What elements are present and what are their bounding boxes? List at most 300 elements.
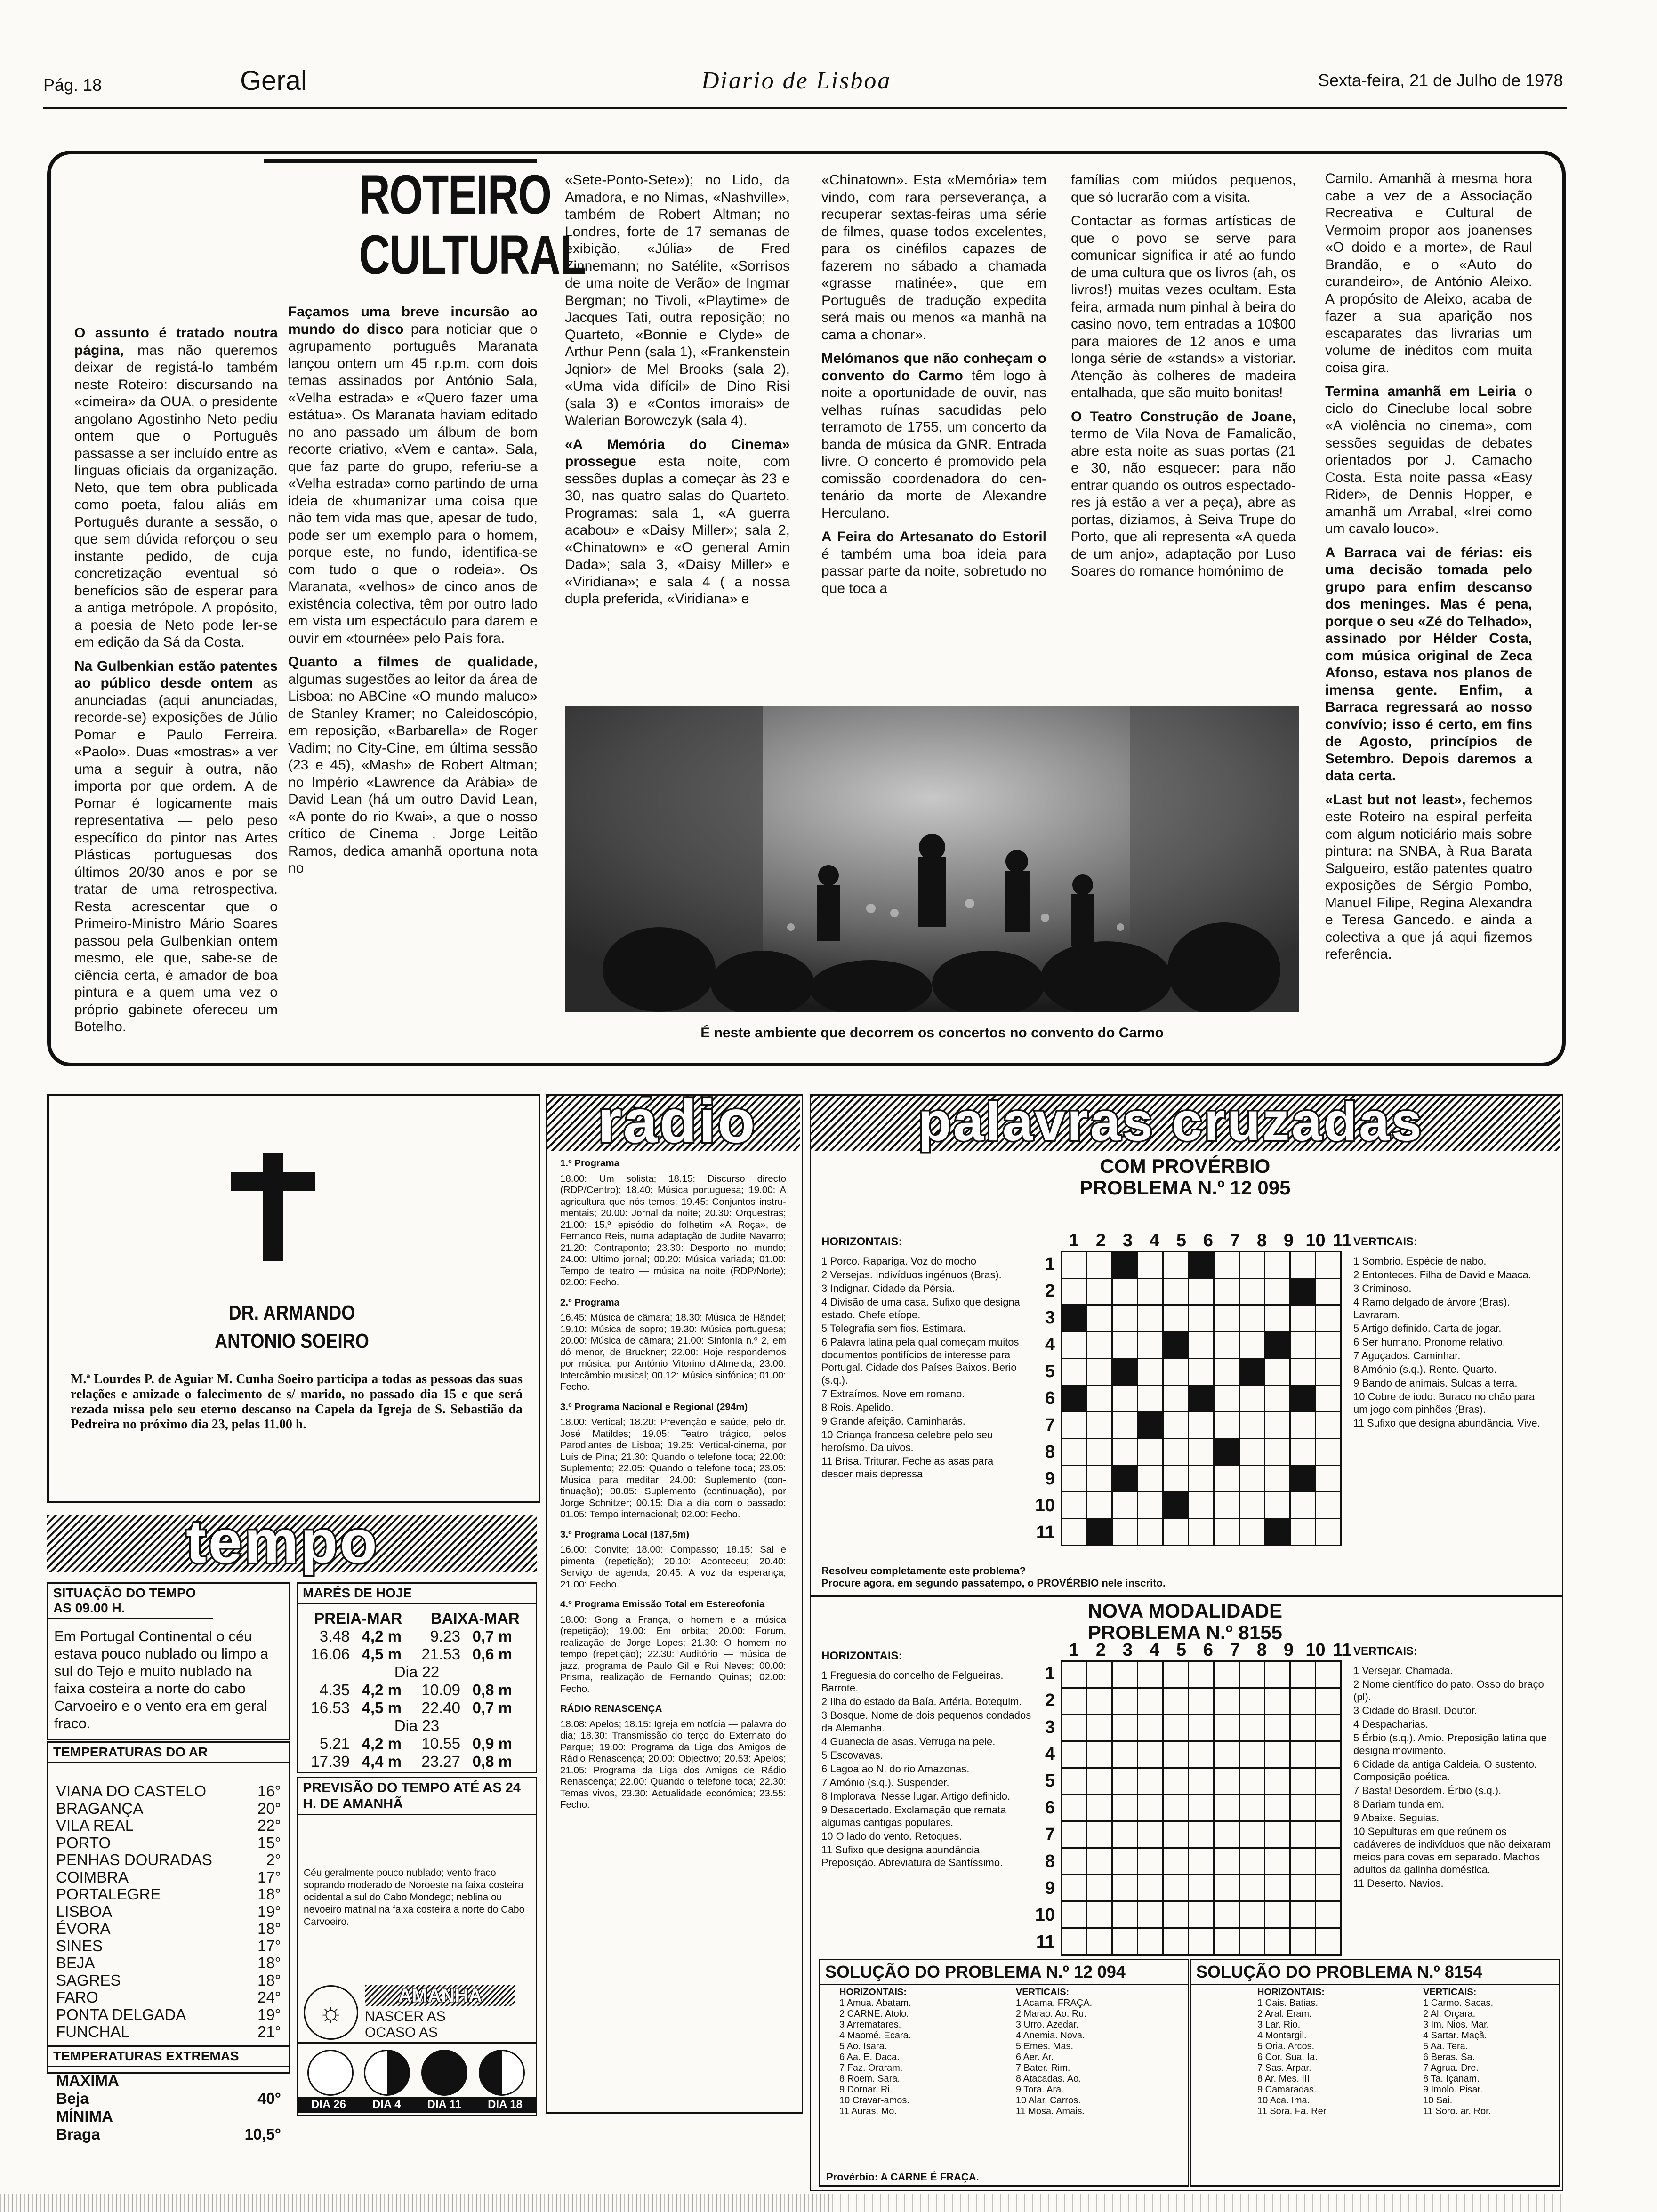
grid-cell[interactable]	[1239, 1465, 1265, 1492]
grid-cell[interactable]	[1316, 1661, 1341, 1688]
grid-cell[interactable]	[1239, 1928, 1265, 1955]
grid-cell[interactable]	[1138, 1385, 1163, 1412]
grid-cell[interactable]	[1316, 1278, 1341, 1305]
grid-cell[interactable]	[1087, 1715, 1112, 1741]
temperature-place: VILA REAL	[56, 1817, 134, 1834]
grid-column-number: 7	[1230, 1640, 1240, 1660]
grid-cell[interactable]	[1316, 1848, 1341, 1875]
grid-cell[interactable]	[1163, 1821, 1189, 1848]
grid-cell[interactable]	[1265, 1385, 1290, 1412]
problem-1-title	[810, 1155, 1560, 1199]
grid-cell[interactable]	[1062, 1358, 1087, 1385]
temperaturas-title: TEMPERATURAS DO AR	[48, 1743, 289, 1763]
grid-cell[interactable]	[1265, 1688, 1290, 1715]
grid-cell[interactable]	[1163, 1901, 1189, 1928]
mares-cell: 4,2 m	[362, 1735, 402, 1752]
grid-block-cell	[1189, 1385, 1214, 1412]
temperature-row	[56, 1955, 281, 1972]
temperature-value: 18°	[257, 1954, 281, 1972]
crossword-grid[interactable]	[1061, 1660, 1342, 1956]
grid-cell[interactable]	[1214, 1385, 1239, 1412]
grid-cell[interactable]	[1112, 1332, 1138, 1359]
grid-cell[interactable]	[1316, 1439, 1341, 1466]
grid-row-number: 3	[1045, 1308, 1055, 1328]
grid-cell[interactable]	[1265, 1278, 1290, 1305]
grid-cell[interactable]	[1214, 1688, 1239, 1715]
grid-cell[interactable]	[1087, 1848, 1112, 1875]
grid-cell[interactable]	[1062, 1715, 1087, 1741]
grid-cell[interactable]	[1189, 1875, 1214, 1901]
temperature-row	[56, 1938, 281, 1955]
grid-cell[interactable]	[1316, 1741, 1341, 1768]
grid-cell[interactable]	[1138, 1875, 1163, 1901]
grid-cell[interactable]	[1062, 1332, 1087, 1359]
grid-cell[interactable]	[1062, 1278, 1087, 1305]
grid-cell[interactable]	[1138, 1715, 1163, 1741]
grid-cell[interactable]	[1265, 1768, 1290, 1795]
grid-cell[interactable]	[1265, 1412, 1290, 1439]
grid-cell[interactable]	[1112, 1741, 1138, 1768]
grid-cell[interactable]	[1112, 1795, 1138, 1821]
grid-cell[interactable]	[1290, 1332, 1316, 1359]
grid-cell[interactable]	[1290, 1412, 1316, 1439]
solution-entry: 8 Ar. Mes. III.	[1257, 2074, 1312, 2084]
grid-cell[interactable]	[1239, 1901, 1265, 1928]
roteiro-column-4	[821, 172, 1046, 604]
grid-cell[interactable]	[1189, 1439, 1214, 1466]
grid-column-number: 1	[1069, 1640, 1079, 1660]
grid-cell[interactable]	[1214, 1661, 1239, 1688]
grid-cell[interactable]	[1087, 1439, 1112, 1466]
grid-cell[interactable]	[1112, 1492, 1138, 1519]
grid-cell[interactable]	[1265, 1492, 1290, 1519]
grid-cell[interactable]	[1290, 1492, 1316, 1519]
grid-cell[interactable]	[1163, 1768, 1189, 1795]
grid-cell[interactable]	[1163, 1412, 1189, 1439]
grid-cell[interactable]	[1316, 1928, 1341, 1955]
grid-cell[interactable]	[1189, 1412, 1214, 1439]
grid-cell[interactable]	[1214, 1715, 1239, 1741]
grid-cell[interactable]	[1214, 1821, 1239, 1848]
grid-cell[interactable]	[1189, 1305, 1214, 1332]
maxima-row	[56, 2090, 281, 2108]
grid-cell[interactable]	[1087, 1332, 1112, 1359]
grid-cell[interactable]	[1062, 1661, 1087, 1688]
grid-cell[interactable]	[1062, 1901, 1087, 1928]
solution-entry: 5 Emes. Mas.	[1015, 2041, 1074, 2052]
temperature-row	[56, 1800, 281, 1818]
clue: 2 Nome científico do pato. Osso do braço (pl).	[1353, 1678, 1544, 1703]
grid-cell[interactable]	[1163, 1795, 1189, 1821]
grid-cell[interactable]	[1189, 1715, 1214, 1741]
grid-cell[interactable]	[1163, 1465, 1189, 1492]
grid-cell[interactable]	[1138, 1492, 1163, 1519]
grid-cell[interactable]	[1214, 1465, 1239, 1492]
grid-cell[interactable]	[1138, 1661, 1163, 1688]
grid-cell[interactable]	[1189, 1358, 1214, 1385]
grid-column-number: 4	[1149, 1640, 1160, 1660]
grid-cell[interactable]	[1062, 1821, 1087, 1848]
grid-cell[interactable]	[1062, 1252, 1087, 1279]
grid-cell[interactable]	[1214, 1278, 1239, 1305]
grid-cell[interactable]	[1316, 1332, 1341, 1359]
grid-cell[interactable]	[1265, 1305, 1290, 1332]
grid-cell[interactable]	[1239, 1492, 1265, 1519]
grid-cell[interactable]	[1138, 1465, 1163, 1492]
grid-cell[interactable]	[1316, 1412, 1341, 1439]
grid-cell[interactable]	[1316, 1252, 1341, 1279]
grid-cell[interactable]	[1265, 1439, 1290, 1466]
temperature-value: 18°	[257, 1920, 281, 1937]
grid-cell[interactable]	[1265, 1661, 1290, 1688]
grid-cell[interactable]	[1087, 1465, 1112, 1492]
grid-cell[interactable]	[1112, 1848, 1138, 1875]
grid-cell[interactable]	[1214, 1252, 1239, 1279]
grid-cell[interactable]	[1062, 1412, 1087, 1439]
radio-section-title: 4.º Programa Emissão Total em Estereofonia	[560, 1599, 765, 1610]
grid-block-cell	[1112, 1252, 1138, 1279]
grid-cell[interactable]	[1163, 1358, 1189, 1385]
grid-cell[interactable]	[1189, 1928, 1214, 1955]
grid-cell[interactable]	[1189, 1741, 1214, 1768]
grid-cell[interactable]	[1112, 1519, 1138, 1546]
grid-cell[interactable]	[1138, 1332, 1163, 1359]
grid-row	[1062, 1715, 1341, 1741]
temperature-row	[56, 1817, 281, 1835]
clue: 9 Abaixe. Seguias.	[1353, 1812, 1440, 1824]
grid-row	[1062, 1439, 1341, 1466]
mares-head-preia: PREIA-MAR	[314, 1610, 402, 1627]
paragraph	[1325, 792, 1532, 963]
grid-cell[interactable]	[1239, 1305, 1265, 1332]
grid-cell[interactable]	[1138, 1278, 1163, 1305]
grid-cell[interactable]	[1062, 1465, 1087, 1492]
sun-icon: ☼	[304, 1985, 358, 2040]
grid-column-number: 8	[1256, 1640, 1267, 1660]
grid-cell[interactable]	[1062, 1848, 1087, 1875]
grid-cell[interactable]	[1239, 1661, 1265, 1688]
grid-cell[interactable]	[1189, 1492, 1214, 1519]
grid-cell[interactable]	[1087, 1358, 1112, 1385]
grid-cell[interactable]	[1138, 1901, 1163, 1928]
lead: A Feira do Artesanato do Estoril	[821, 529, 1046, 545]
grid-cell[interactable]	[1290, 1875, 1316, 1901]
grid-cell[interactable]	[1265, 1928, 1290, 1955]
grid-cell[interactable]	[1316, 1688, 1341, 1715]
grid-cell[interactable]	[1214, 1332, 1239, 1359]
grid-cell[interactable]	[1265, 1741, 1290, 1768]
temperaturas-list	[48, 1763, 289, 2041]
grid-cell[interactable]	[1163, 1848, 1189, 1875]
grid-row	[1062, 1875, 1341, 1901]
paragraph	[1325, 545, 1532, 785]
grid-cell[interactable]	[1163, 1688, 1189, 1715]
grid-cell[interactable]	[1189, 1661, 1214, 1688]
grid-cell[interactable]	[1290, 1928, 1316, 1955]
grid-cell[interactable]	[1214, 1795, 1239, 1821]
grid-cell[interactable]	[1138, 1741, 1163, 1768]
radio-section	[560, 1158, 786, 1289]
grid-cell[interactable]	[1290, 1741, 1316, 1768]
grid-cell[interactable]	[1087, 1252, 1112, 1279]
temperature-value: 15°	[257, 1834, 281, 1851]
grid-cell[interactable]	[1087, 1928, 1112, 1955]
text: têm logo à noite a oportunidade de ouvir, nas velhas ruínas sacudidas pelo terramoto de 1755, um concerto da banda de música da GNR. Entrada livre. O concerto é promovido pela comissão coordenadora do centenário da morte de Alexandre Herculano.	[821, 368, 1046, 521]
solution-1-body	[820, 1985, 1188, 2119]
grid-cell[interactable]	[1112, 1715, 1138, 1741]
grid-row-number: 4	[1045, 1335, 1055, 1354]
grid-cell[interactable]	[1290, 1688, 1316, 1715]
grid-cell[interactable]	[1138, 1688, 1163, 1715]
grid-cell[interactable]	[1265, 1901, 1290, 1928]
mares-cell: 4,5 m	[362, 1645, 402, 1663]
cross-vertical	[263, 1153, 283, 1261]
grid-cell[interactable]	[1316, 1715, 1341, 1741]
grid-cell[interactable]	[1189, 1465, 1214, 1492]
grid-cell[interactable]	[1214, 1412, 1239, 1439]
grid-cell[interactable]	[1214, 1305, 1239, 1332]
grid-cell[interactable]	[1189, 1332, 1214, 1359]
grid-cell[interactable]	[1290, 1795, 1316, 1821]
grid-cell[interactable]	[1239, 1768, 1265, 1795]
grid-cell[interactable]	[1189, 1795, 1214, 1821]
grid-cell[interactable]	[1239, 1385, 1265, 1412]
grid-column-number: 6	[1203, 1231, 1214, 1250]
paragraph	[1071, 409, 1296, 580]
grid-cell[interactable]	[1189, 1278, 1214, 1305]
grid-cell[interactable]	[1265, 1715, 1290, 1741]
grid-cell[interactable]	[1163, 1439, 1189, 1466]
grid-cell[interactable]	[1316, 1875, 1341, 1901]
mares-box	[297, 1582, 537, 1773]
grid-cell[interactable]	[1316, 1305, 1341, 1332]
text: termo de Vila Nova de Famalicão, abre esta noite as suas portas (21 e 30, não esquecer: para não entrar quando os outros espectadores já estão a ver a peça), abre as portas, diziamos, à Seiva Trupe do Porto, que ali representa «A queda de um anjo», adaptação por Luso Soares do romance homónimo de	[1071, 426, 1296, 579]
grid-cell[interactable]	[1112, 1412, 1138, 1439]
grid-cell[interactable]	[1214, 1741, 1239, 1768]
temperature-place: ÉVORA	[56, 1920, 111, 1937]
grid-cell[interactable]	[1087, 1768, 1112, 1795]
grid-cell[interactable]	[1138, 1848, 1163, 1875]
grid-column-number: 3	[1122, 1640, 1133, 1660]
grid-cell[interactable]	[1138, 1252, 1163, 1279]
grid-cell[interactable]	[1239, 1715, 1265, 1741]
mares-cell: 0,6 m	[472, 1645, 512, 1663]
grid-cell[interactable]	[1290, 1439, 1316, 1466]
grid-cell[interactable]	[1214, 1928, 1239, 1955]
crossword-grid[interactable]	[1061, 1251, 1342, 1546]
grid-cell[interactable]	[1112, 1439, 1138, 1466]
grid-cell[interactable]	[1062, 1492, 1087, 1519]
clue: 6 Lagoa ao N. do rio Amazonas.	[821, 1763, 970, 1775]
grid-cell[interactable]	[1239, 1688, 1265, 1715]
grid-cell[interactable]	[1290, 1821, 1316, 1848]
grid-cell[interactable]	[1062, 1741, 1087, 1768]
grid-cell[interactable]	[1163, 1385, 1189, 1412]
maxima-value: 40°	[257, 2089, 281, 2107]
grid-cell[interactable]	[1316, 1795, 1341, 1821]
grid-cell[interactable]	[1087, 1305, 1112, 1332]
grid-cell[interactable]	[1189, 1688, 1214, 1715]
grid-cell[interactable]	[1062, 1768, 1087, 1795]
grid-cell[interactable]	[1163, 1741, 1189, 1768]
grid-cell[interactable]	[1112, 1821, 1138, 1848]
solution-entry: 6 Beras. Sa.	[1423, 2052, 1475, 2062]
grid-cell[interactable]	[1112, 1875, 1138, 1901]
problem-2-horizontais	[821, 1650, 1038, 1870]
grid-block-cell	[1062, 1305, 1087, 1332]
grid-cell[interactable]	[1239, 1412, 1265, 1439]
grid-row	[1062, 1768, 1341, 1795]
grid-cell[interactable]	[1087, 1901, 1112, 1928]
grid-cell[interactable]	[1290, 1358, 1316, 1385]
grid-cell[interactable]	[1087, 1412, 1112, 1439]
grid-cell[interactable]	[1062, 1795, 1087, 1821]
clue: 7 Aguçados. Caminhar.	[1353, 1350, 1461, 1362]
grid-cell[interactable]	[1265, 1821, 1290, 1848]
grid-row-number: 10	[1035, 1905, 1055, 1925]
grid-cell[interactable]	[1138, 1795, 1163, 1821]
grid-block-cell	[1265, 1519, 1290, 1546]
grid-cell[interactable]	[1087, 1661, 1112, 1688]
grid-cell[interactable]	[1163, 1278, 1189, 1305]
grid-cell[interactable]	[1290, 1768, 1316, 1795]
grid-cell[interactable]	[1316, 1901, 1341, 1928]
problem-1-horizontais	[821, 1235, 1024, 1481]
grid-cell[interactable]	[1316, 1385, 1341, 1412]
grid-cell[interactable]	[1214, 1768, 1239, 1795]
grid-cell[interactable]	[1112, 1768, 1138, 1795]
grid-cell[interactable]	[1163, 1252, 1189, 1279]
grid-cell[interactable]	[1316, 1519, 1341, 1546]
grid-cell[interactable]	[1189, 1519, 1214, 1546]
grid-column-number: 6	[1203, 1640, 1214, 1660]
grid-cell[interactable]	[1062, 1928, 1087, 1955]
grid-cell[interactable]	[1239, 1332, 1265, 1359]
solution-entry: 9 Camaradas.	[1257, 2084, 1317, 2095]
grid-column-number: 11	[1333, 1640, 1352, 1660]
grid-cell[interactable]	[1087, 1278, 1112, 1305]
grid-cell[interactable]	[1290, 1848, 1316, 1875]
grid-cell[interactable]	[1138, 1519, 1163, 1546]
grid-cell[interactable]	[1163, 1715, 1189, 1741]
grid-cell[interactable]	[1214, 1492, 1239, 1519]
grid-cell[interactable]	[1316, 1768, 1341, 1795]
grid-cell[interactable]	[1290, 1252, 1316, 1279]
grid-cell[interactable]	[1112, 1278, 1138, 1305]
radio-section-title: 1.º Programa	[560, 1158, 619, 1169]
grid-cell[interactable]	[1163, 1661, 1189, 1688]
grid-cell[interactable]	[1138, 1305, 1163, 1332]
grid-cell[interactable]	[1239, 1439, 1265, 1466]
grid-cell[interactable]	[1112, 1305, 1138, 1332]
grid-cell[interactable]	[1265, 1465, 1290, 1492]
temperature-value: 24°	[257, 1988, 281, 2006]
grid-cell[interactable]	[1239, 1741, 1265, 1768]
solution-entry: 1 Amua. Abatam.	[839, 1998, 911, 2008]
grid-cell[interactable]	[1316, 1358, 1341, 1385]
clue: 11 Sufixo que designa abundância. Preposição. Abreviatura de Santíssimo.	[821, 1844, 1003, 1868]
grid-cell[interactable]	[1062, 1439, 1087, 1466]
grid-cell[interactable]	[1112, 1688, 1138, 1715]
grid-cell[interactable]	[1316, 1821, 1341, 1848]
grid-cell[interactable]	[1214, 1901, 1239, 1928]
divider	[810, 1595, 1562, 1597]
grid-cell[interactable]	[1112, 1901, 1138, 1928]
grid-cell[interactable]	[1189, 1848, 1214, 1875]
grid-cell[interactable]	[1163, 1928, 1189, 1955]
grid-cell[interactable]	[1087, 1875, 1112, 1901]
grid-cell[interactable]	[1290, 1901, 1316, 1928]
grid-cell[interactable]	[1163, 1519, 1189, 1546]
grid-cell[interactable]	[1316, 1465, 1341, 1492]
grid-cell[interactable]	[1290, 1519, 1316, 1546]
mares-cell: 4,2 m	[362, 1627, 402, 1645]
grid-cell[interactable]	[1214, 1358, 1239, 1385]
radio-section-text: 18.00: Vertical; 18.20: Prevenção e saúde, pelo dr. José Matildes; 19.05: Teatro trágico, pelos Parodiantes de Lisboa; 19.25: Vertical-cinema, por Luís de Pina; 21.30: Quando o telefone toca; 22.00: Suplemento; 22.05: Quando o telefone toca; 23.05: Música para meditar; 24.00: Suplemento (continuação); 00.05: Suplemento (continuação), por Jorge Schnitzer; 00.15: Dia a dia com o passado; 01.05: Tempo internacional; 02.00: Fecho.	[560, 1417, 786, 1520]
grid-cell[interactable]	[1214, 1875, 1239, 1901]
grid-cell[interactable]	[1062, 1519, 1087, 1546]
grid-cell[interactable]	[1189, 1901, 1214, 1928]
grid-cell[interactable]	[1189, 1821, 1214, 1848]
text: as anunciadas (aqui anunciadas, recorde-se) exposições de Júlio Pomar e Paulo Ferreira. «Paolo». Duas «mostras» a ver uma a seguir à outra, não importa por que ordem. A de Pomar é logicamente mais representativa — pelo peso específico do pintor nas Artes Plásticas portuguesas dos últimos 20/30 anos e por se tratar de uma retrospectiva. Resta acrescentar que o Primeiro-Ministro Mário Soares passou pela Gulbenkian ontem mesmo, ele que, sabe-se de ciência certa, é amador de boa pintura e a quem uma vez o próprio gabinete ofereceu um Botelho.	[74, 675, 278, 1034]
grid-cell[interactable]	[1290, 1305, 1316, 1332]
grid-cell[interactable]	[1138, 1768, 1163, 1795]
grid-cell[interactable]	[1239, 1875, 1265, 1901]
grid-cell[interactable]	[1087, 1821, 1112, 1848]
grid-cell[interactable]	[1265, 1795, 1290, 1821]
grid-cell[interactable]	[1265, 1848, 1290, 1875]
grid-cell[interactable]	[1189, 1768, 1214, 1795]
grid-cell[interactable]	[1062, 1875, 1087, 1901]
grid-cell[interactable]	[1138, 1928, 1163, 1955]
grid-cell[interactable]	[1138, 1358, 1163, 1385]
grid-cell[interactable]	[1138, 1439, 1163, 1466]
grid-cell[interactable]	[1087, 1795, 1112, 1821]
grid-cell[interactable]	[1087, 1688, 1112, 1715]
grid-cell[interactable]	[1239, 1848, 1265, 1875]
grid-cell[interactable]	[1239, 1821, 1265, 1848]
grid-cell[interactable]	[1138, 1821, 1163, 1848]
grid-cell[interactable]	[1290, 1715, 1316, 1741]
grid-cell[interactable]	[1265, 1875, 1290, 1901]
grid-cell[interactable]	[1087, 1385, 1112, 1412]
grid-cell[interactable]	[1163, 1875, 1189, 1901]
grid-cell[interactable]	[1239, 1795, 1265, 1821]
mares-day: Dia 22	[394, 1663, 440, 1681]
clue: 3 Indignar. Cidade da Pérsia.	[821, 1282, 955, 1294]
concert-photo-image	[565, 706, 1299, 1012]
grid-cell[interactable]	[1214, 1519, 1239, 1546]
grid-cell[interactable]	[1290, 1661, 1316, 1688]
grid-row	[1062, 1385, 1341, 1412]
grid-cell[interactable]	[1062, 1688, 1087, 1715]
grid-cell[interactable]	[1112, 1385, 1138, 1412]
grid-cell[interactable]	[1087, 1492, 1112, 1519]
grid-cell[interactable]	[1087, 1741, 1112, 1768]
grid-cell[interactable]	[1265, 1358, 1290, 1385]
grid-cell[interactable]	[1163, 1305, 1189, 1332]
grid-cell[interactable]	[1239, 1278, 1265, 1305]
grid-cell[interactable]	[1214, 1848, 1239, 1875]
grid-cell[interactable]	[1316, 1492, 1341, 1519]
grid-cell[interactable]	[1112, 1928, 1138, 1955]
temperature-row	[56, 1903, 281, 1921]
grid-cell[interactable]	[1239, 1519, 1265, 1546]
grid-row	[1062, 1821, 1341, 1848]
grid-cell[interactable]	[1112, 1661, 1138, 1688]
grid-cell[interactable]	[1265, 1252, 1290, 1279]
grid-cell[interactable]	[1239, 1252, 1265, 1279]
